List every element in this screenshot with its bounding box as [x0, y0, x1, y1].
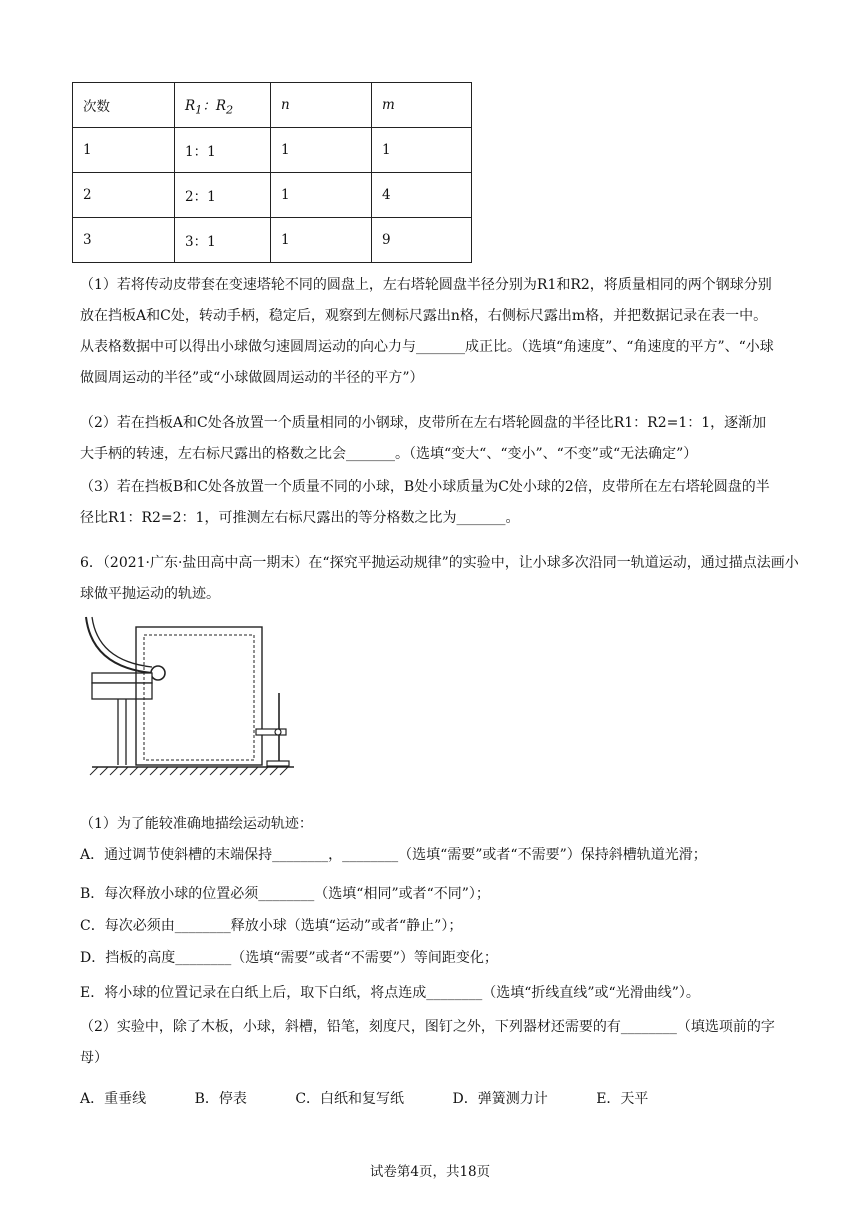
table-header-cell: m — [372, 83, 472, 128]
data-table — [72, 82, 472, 263]
option-c: C．白纸和复写纸 — [295, 1091, 405, 1107]
table-cell: 1 — [271, 173, 372, 218]
q6-intro-text: 6．（2021·广东·盐田高中高一期末）在“探究平抛运动规律”的实验中，让小球多次沿同一轨道运动，通过描点法画小球做平抛运动的轨迹。 — [80, 555, 799, 602]
q6-item-a: A．通过调节使斜槽的末端保持________，________（选填“需要”或者“不需要”）保持斜槽轨道光滑； — [80, 847, 707, 863]
q5-part2-text: （2）若在挡板A和C处各放置一个质量相同的小钢球，皮带所在左右塔轮圆盘的半径比R1：R2=1：1，逐渐加大手柄的转速，左右标尺露出的格数之比会_______。（选填“变大“、“变小”、“不变”或“无法确定”） — [80, 415, 767, 462]
table-cell: 1：1 — [175, 128, 271, 173]
table-cell: 1 — [73, 128, 175, 173]
option-a: A．重垂线 — [80, 1091, 147, 1107]
table-cell: 9 — [372, 218, 472, 263]
table-header-cell: n — [271, 83, 372, 128]
table-cell: 3 — [73, 218, 175, 263]
table-cell: 2：1 — [175, 173, 271, 218]
apparatus-figure — [84, 615, 294, 785]
table-cell: 2 — [73, 173, 175, 218]
option-e: E．天平 — [596, 1091, 649, 1107]
ball-icon — [151, 666, 165, 680]
table-header-row — [73, 83, 472, 128]
table-header-cell: $R_1$：$R_2$ — [175, 83, 271, 128]
table-row — [73, 173, 472, 218]
table-cell: 1 — [271, 128, 372, 173]
apparatus-diagram — [84, 615, 294, 785]
q6-options — [80, 1088, 692, 1108]
q6-item-b: B．每次释放小球的位置必须________（选填“相同”或者“不同”）； — [80, 886, 490, 902]
q6-item-d: D．挡板的高度________（选填“需要”或者“不需要”）等间距变化； — [80, 950, 498, 966]
q5-part1-text: （1）若将传动皮带套在变速塔轮不同的圆盘上，左右塔轮圆盘半径分别为R1和R2，将质量相同的两个钢球分别放在挡板A和C处，转动手柄，稳定后，观察到左侧标尺露出n格，右侧标尺露出m格，并把数据记录在表一中。从表格数据中可以得出小球做匀速圆周运动的向心力与_______成正比。（选填“角速度”、“角速度的平方”、“小球做圆周运动的半径”或“小球做圆周运动的半径的平方”） — [80, 277, 774, 386]
table-header-cell: 次数 — [73, 83, 175, 128]
option-b: B．停表 — [194, 1091, 247, 1107]
table-cell: 1 — [271, 218, 372, 263]
table-cell: 4 — [372, 173, 472, 218]
q6-item-e: E．将小球的位置记录在白纸上后，取下白纸，将点连成________（选填“折线直线”或“光滑曲线”）。 — [80, 985, 700, 1001]
table-row — [73, 218, 472, 263]
q6-sub2-text: （2）实验中，除了木板，小球，斜槽，铅笔，刻度尺，图钉之外，下列器材还需要的有________（填选项前的字母） — [80, 1019, 775, 1066]
page-footer: 试卷第4页，共18页 — [369, 1164, 491, 1180]
q5-part3-text: （3）若在挡板B和C处各放置一个质量不同的小球，B处小球质量为C处小球的2倍，皮带所在左右塔轮圆盘的半径比R1：R2=2：1，可推测左右标尺露出的等分格数之比为_______。 — [80, 479, 770, 526]
table-row — [73, 128, 472, 173]
q6-sub1-text: （1）为了能较准确地描绘运动轨迹： — [80, 816, 313, 832]
q6-item-c: C．每次必须由________释放小球（选填“运动”或者“静止”）； — [80, 918, 463, 934]
table-cell: 3：1 — [175, 218, 271, 263]
option-d: D．弹簧测力计 — [452, 1091, 548, 1107]
table-cell: 1 — [372, 128, 472, 173]
